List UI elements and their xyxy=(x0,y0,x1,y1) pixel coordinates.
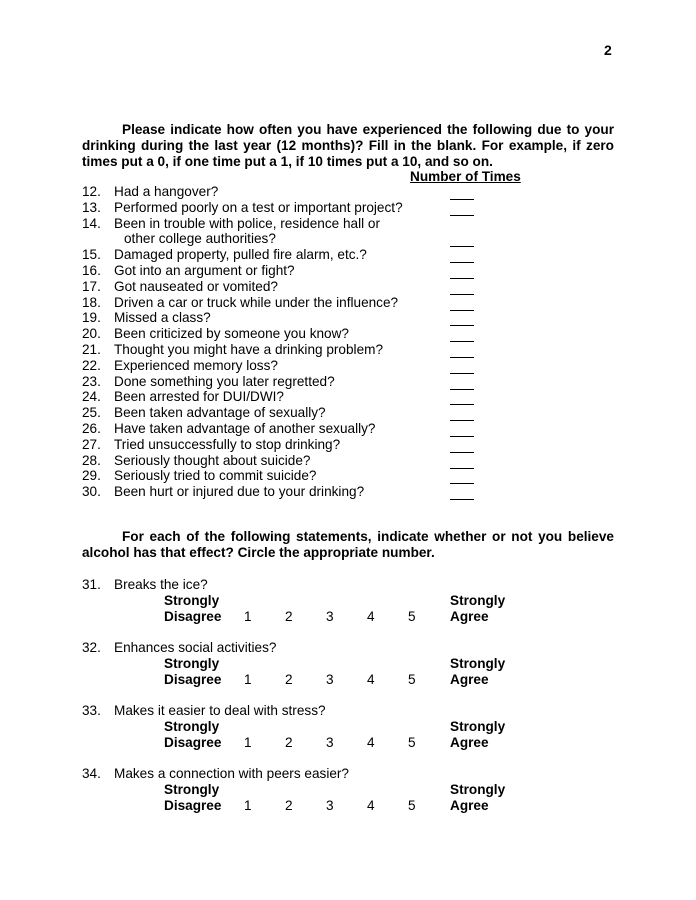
intro-line: drinking during the last year (12 months)? Fill in the blank. For example, if zero xyxy=(82,138,614,153)
scale-option-1[interactable]: 1 xyxy=(244,609,252,624)
item-question: Got into an argument or fight? xyxy=(114,263,295,278)
scale-option-4[interactable]: 4 xyxy=(367,735,375,750)
number-of-times-blank[interactable] xyxy=(450,420,474,421)
item-number: 29. xyxy=(82,468,101,484)
scale-option-1[interactable]: 1 xyxy=(244,672,252,687)
number-of-times-blank[interactable] xyxy=(450,325,474,326)
number-of-times-blank[interactable] xyxy=(450,404,474,405)
item-question: Missed a class? xyxy=(114,310,211,326)
scale-left-label-bottom: Disagree xyxy=(164,798,222,813)
number-of-times-blank[interactable] xyxy=(450,357,474,358)
number-of-times-blank[interactable] xyxy=(450,373,474,374)
scale-left-label-bottom: Disagree xyxy=(164,609,222,624)
item-question: Experienced memory loss? xyxy=(114,357,278,373)
number-of-times-blank[interactable] xyxy=(450,468,474,469)
scale-left-label-top: Strongly xyxy=(164,593,220,608)
scale-option-5[interactable]: 5 xyxy=(408,798,416,813)
item-number: 28. xyxy=(82,452,101,468)
scale-left-label-bottom: Disagree xyxy=(164,672,222,687)
number-of-times-blank[interactable] xyxy=(450,499,474,500)
scale-option-5[interactable]: 5 xyxy=(408,672,416,687)
item-number: 18. xyxy=(82,294,101,310)
item-number: 26. xyxy=(82,421,101,436)
intro-paragraph xyxy=(82,122,614,170)
number-of-times-blank[interactable] xyxy=(450,389,474,390)
item-number: 14. xyxy=(82,215,101,231)
number-of-times-blank[interactable] xyxy=(450,294,474,295)
item-question: Damaged property, pulled fire alarm, etc.? xyxy=(114,247,367,263)
item-number: 25. xyxy=(82,405,101,421)
item-question: Seriously thought about suicide? xyxy=(114,452,311,468)
statement-number: 31. xyxy=(82,577,101,592)
scale-option-2[interactable]: 2 xyxy=(285,609,293,624)
scale-right-label-bottom: Agree xyxy=(450,798,489,813)
item-number: 27. xyxy=(82,436,101,452)
item-question: Got nauseated or vomited? xyxy=(114,278,278,294)
item-question: Seriously tried to commit suicide? xyxy=(114,468,317,484)
item-number: 16. xyxy=(82,263,101,278)
item-question: Done something you later regretted? xyxy=(114,373,335,389)
item-question: Been taken advantage of sexually? xyxy=(114,405,326,421)
item-question-continued: other college authorities? xyxy=(124,231,276,247)
statement-number: 34. xyxy=(82,766,101,781)
number-of-times-blank[interactable] xyxy=(450,278,474,279)
item-number: 13. xyxy=(82,199,101,215)
statement-number: 33. xyxy=(82,703,101,718)
scale-right-label-bottom: Agree xyxy=(450,672,489,687)
scale-left-label-top: Strongly xyxy=(164,656,220,671)
intro-line: Please indicate how often you have experienced the following due to your xyxy=(122,122,614,137)
item-question: Been hurt or injured due to your drinking? xyxy=(114,484,365,500)
number-of-times-blank[interactable] xyxy=(450,436,474,437)
scale-option-2[interactable]: 2 xyxy=(285,735,293,750)
section2-line: For each of the following statements, indicate whether or not you believe xyxy=(122,529,614,544)
statement-text: Breaks the ice? xyxy=(114,577,208,592)
scale-option-4[interactable]: 4 xyxy=(367,609,375,624)
item-question: Driven a car or truck while under the influence? xyxy=(114,294,399,310)
item-number: 22. xyxy=(82,357,101,373)
scale-right-label-top: Strongly xyxy=(450,719,506,734)
item-question: Tried unsuccessfully to stop drinking? xyxy=(114,436,341,452)
scale-left-label-top: Strongly xyxy=(164,719,220,734)
item-number: 12. xyxy=(82,184,101,199)
scale-left-label-bottom: Disagree xyxy=(164,735,222,750)
item-number: 20. xyxy=(82,326,101,342)
intro-line: times put a 0, if one time put a 1, if 10 times put a 10, and so on. xyxy=(82,154,493,169)
scale-option-3[interactable]: 3 xyxy=(326,735,334,750)
item-question: Been in trouble with police, residence hall or xyxy=(114,215,380,231)
scale-option-1[interactable]: 1 xyxy=(244,798,252,813)
item-number: 23. xyxy=(82,373,101,389)
item-number: 21. xyxy=(82,342,101,357)
scale-option-5[interactable]: 5 xyxy=(408,735,416,750)
scale-option-4[interactable]: 4 xyxy=(367,672,375,687)
scale-right-label-top: Strongly xyxy=(450,782,506,797)
number-of-times-blank[interactable] xyxy=(450,483,474,484)
item-question: Have taken advantage of another sexually? xyxy=(114,421,376,436)
scale-option-4[interactable]: 4 xyxy=(367,798,375,813)
statement-number: 32. xyxy=(82,640,101,655)
scale-right-label-bottom: Agree xyxy=(450,735,489,750)
section2-line: alcohol has that effect? Circle the appropriate number. xyxy=(82,545,435,560)
section2-paragraph xyxy=(82,529,614,561)
scale-option-5[interactable]: 5 xyxy=(408,609,416,624)
number-of-times-blank[interactable] xyxy=(450,452,474,453)
item-question: Been arrested for DUI/DWI? xyxy=(114,389,284,405)
number-of-times-blank[interactable] xyxy=(450,341,474,342)
scale-option-3[interactable]: 3 xyxy=(326,609,334,624)
number-of-times-blank[interactable] xyxy=(450,262,474,263)
item-number: 17. xyxy=(82,278,101,294)
item-number: 15. xyxy=(82,247,101,263)
scale-right-label-bottom: Agree xyxy=(450,609,489,624)
scale-option-3[interactable]: 3 xyxy=(326,798,334,813)
number-of-times-blank[interactable] xyxy=(450,246,474,247)
number-of-times-header: Number of Times xyxy=(410,169,521,184)
item-number: 30. xyxy=(82,484,101,500)
statement-text: Enhances social activities? xyxy=(114,640,277,655)
number-of-times-blank[interactable] xyxy=(450,215,474,216)
item-question: Thought you might have a drinking problem? xyxy=(114,342,384,357)
scale-option-1[interactable]: 1 xyxy=(244,735,252,750)
item-number: 24. xyxy=(82,389,101,405)
statement-text: Makes a connection with peers easier? xyxy=(114,766,349,781)
item-question: Been criticized by someone you know? xyxy=(114,326,349,342)
page-number: 2 xyxy=(604,42,612,58)
scale-option-3[interactable]: 3 xyxy=(326,672,334,687)
scale-right-label-top: Strongly xyxy=(450,593,506,608)
number-of-times-blank[interactable] xyxy=(450,199,474,200)
scale-left-label-top: Strongly xyxy=(164,782,220,797)
number-of-times-blank[interactable] xyxy=(450,310,474,311)
item-question: Had a hangover? xyxy=(114,184,219,199)
scale-option-2[interactable]: 2 xyxy=(285,798,293,813)
scale-option-2[interactable]: 2 xyxy=(285,672,293,687)
scale-right-label-top: Strongly xyxy=(450,656,506,671)
item-number: 19. xyxy=(82,310,101,326)
item-question: Performed poorly on a test or important project? xyxy=(114,199,403,215)
statement-text: Makes it easier to deal with stress? xyxy=(114,703,326,718)
